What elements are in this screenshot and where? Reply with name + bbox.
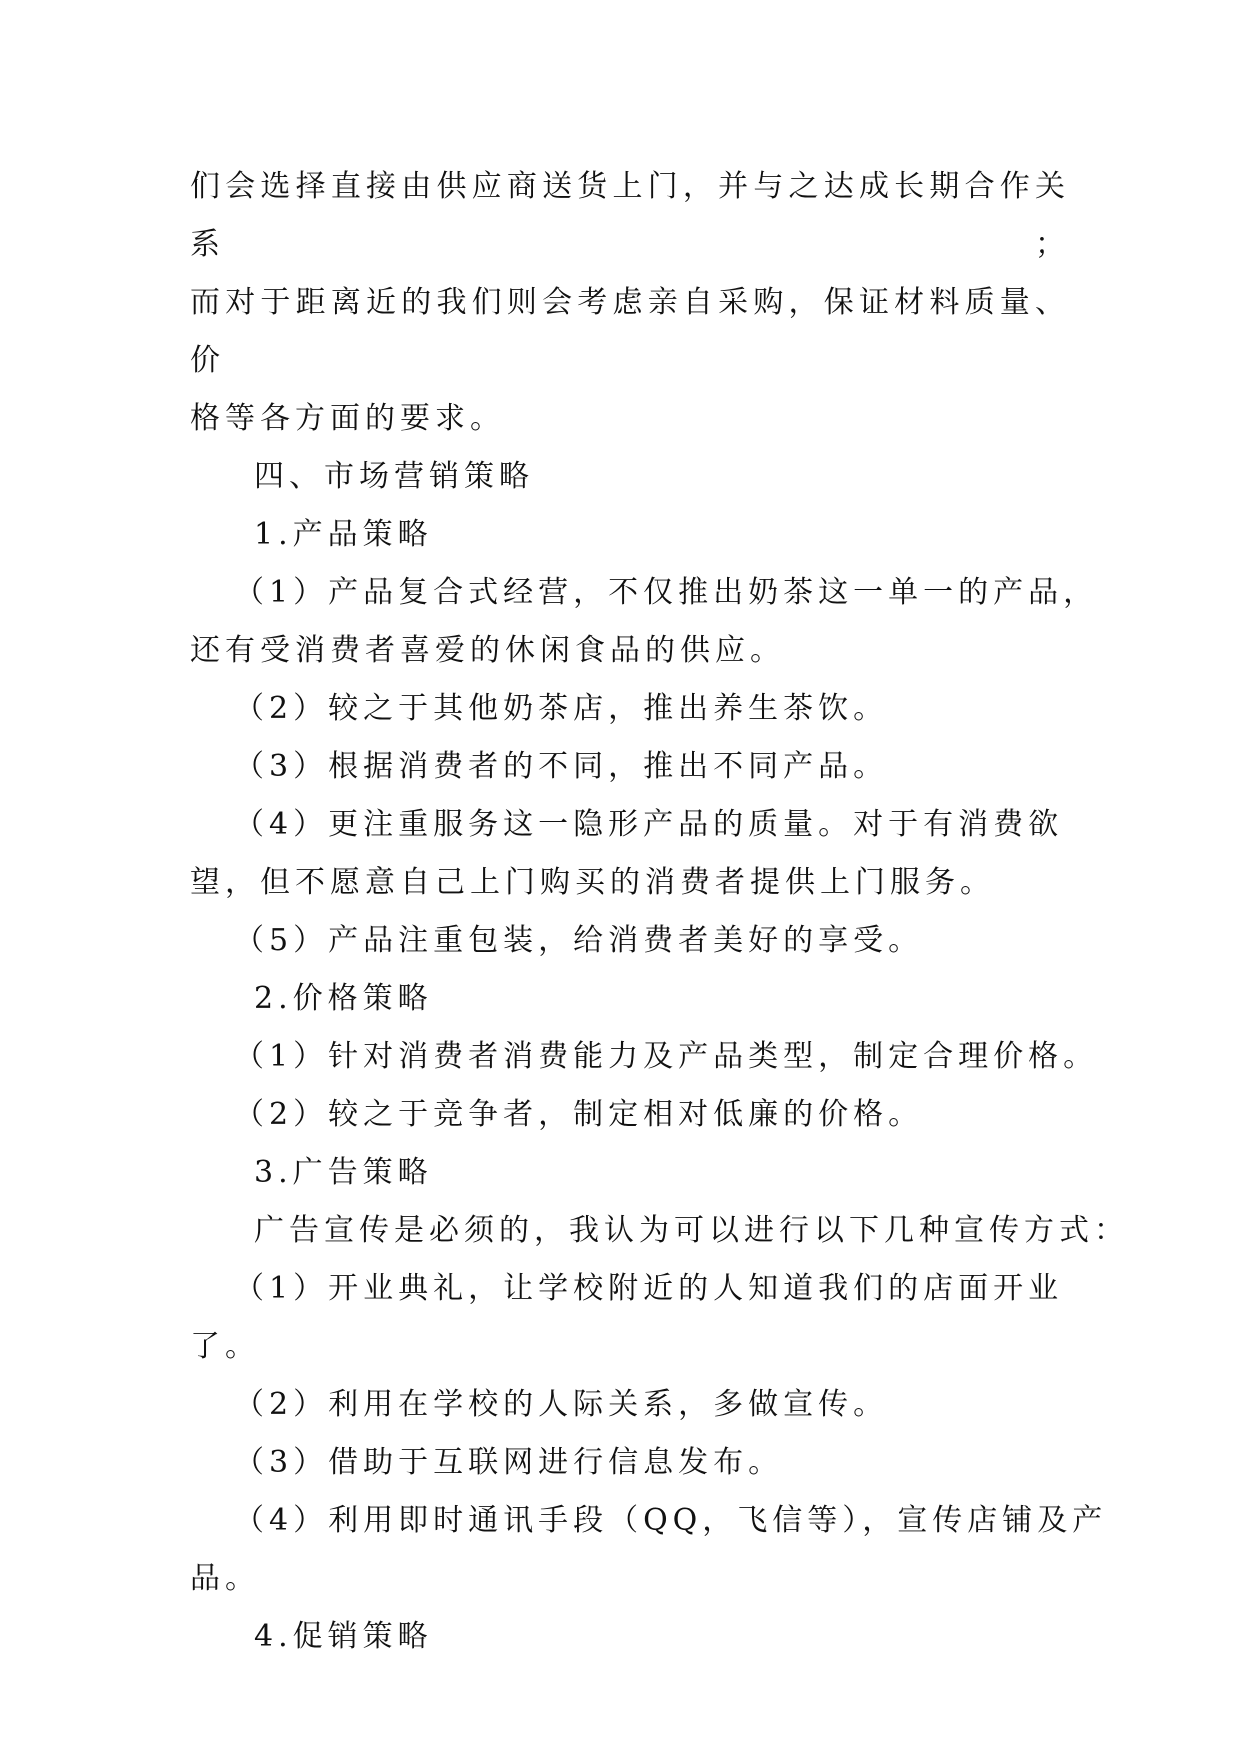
list-item: （1）产品复合式经营，不仅推出奶茶这一单一的产品， bbox=[234, 575, 1099, 610]
paragraph-line: 品。 bbox=[190, 1561, 260, 1596]
paragraph-line: 望，但不愿意自己上门购买的消费者提供上门服务。 bbox=[190, 865, 995, 900]
document-body bbox=[190, 158, 1129, 1666]
list-item: （1）开业典礼，让学校附近的人知道我们的店面开业 bbox=[234, 1271, 1064, 1306]
list-item: （5）产品注重包装，给消费者美好的享受。 bbox=[234, 923, 924, 958]
list-item: （1）针对消费者消费能力及产品类型，制定合理价格。 bbox=[234, 1039, 1099, 1074]
section-heading: 四、市场营销策略 bbox=[254, 459, 534, 494]
paragraph-line: 而对于距离近的我们则会考虑亲自采购，保证材料质量、价 bbox=[190, 285, 1070, 378]
list-item: （2）较之于竞争者，制定相对低廉的价格。 bbox=[234, 1097, 924, 1132]
subsection-heading: 3.广告策略 bbox=[254, 1155, 433, 1190]
subsection-heading: 1.产品策略 bbox=[254, 517, 433, 552]
paragraph-line: 广告宣传是必须的，我认为可以进行以下几种宣传方式： bbox=[254, 1213, 1129, 1248]
list-item: （3）借助于互联网进行信息发布。 bbox=[234, 1445, 784, 1480]
subsection-heading: 4.促销策略 bbox=[254, 1619, 433, 1654]
paragraph-line: 格等各方面的要求。 bbox=[190, 401, 505, 436]
list-item: （3）根据消费者的不同，推出不同产品。 bbox=[234, 749, 889, 784]
list-item: （2）利用在学校的人际关系，多做宣传。 bbox=[234, 1387, 889, 1422]
list-item: （4）更注重服务这一隐形产品的质量。对于有消费欲 bbox=[234, 807, 1064, 842]
list-item: （4）利用即时通讯手段（QQ，飞信等），宣传店铺及产 bbox=[234, 1503, 1108, 1538]
paragraph-line: 了。 bbox=[190, 1329, 260, 1364]
paragraph-line: 们会选择直接由供应商送货上门，并与之达成长期合作关系； bbox=[190, 169, 1070, 262]
list-item: （2）较之于其他奶茶店，推出养生茶饮。 bbox=[234, 691, 889, 726]
subsection-heading: 2.价格策略 bbox=[254, 981, 433, 1016]
paragraph-line: 还有受消费者喜爱的休闲食品的供应。 bbox=[190, 633, 785, 668]
